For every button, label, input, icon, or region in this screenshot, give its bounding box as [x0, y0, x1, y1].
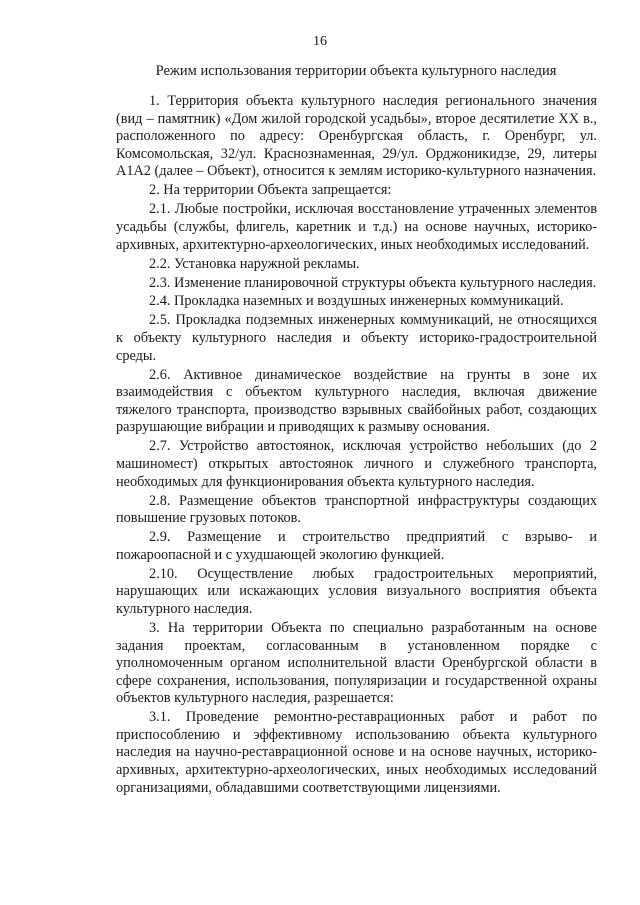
paragraph-3-1: 3.1. Проведение ремонтно-реставрационных работ и работ по приспособлению и эффективному использованию объекта культурного наследия на научно-реставрационной основе и на основе научных, историко-архивных, архитектурно-археологических, иных необходимых исследований организациями, обладавшими соответствующими лицензиями.: [116, 709, 597, 796]
paragraph-2-6: 2.6. Активное динамическое воздействие на грунты в зоне их взаимодействия с объектом культурного наследия, включая движение тяжелого транспорта, производство взрывных свайбойных работ, создающих разрушающие вибрации и приводящих к размыву основания.: [116, 366, 597, 436]
paragraph-2-2: 2.2. Установка наружной рекламы.: [149, 255, 360, 272]
paragraph-2-9: 2.9. Размещение и строительство предприятий с взрыво- и пожароопасной и с ухудшающей экологию функцией.: [116, 529, 597, 563]
page-number: 16: [313, 34, 327, 49]
paragraph-1: 1. Территория объекта культурного наследия регионального значения (вид – памятник) «Дом жилой городской усадьбы», второе десятилетие XX в., расположенного по адресу: Оренбургская область, г. Оренбург, ул. Комсомольская, 32/ул. Краснознаменная, 29/ул. Орджоникидзе, 29, литеры А1А2 (далее – Объект), относится к землям историко-культурного назначения.: [116, 93, 597, 180]
paragraph-2-8: 2.8. Размещение объектов транспортной инфраструктуры создающих повышение грузовых потоков.: [116, 492, 597, 527]
document-body: [116, 93, 597, 797]
paragraph-2-7: 2.7. Устройство автостоянок, исключая устройство небольших (до 2 машиномест) открытых автостоянок личного и служебного транспорта, необходимых для функционирования объекта культурного наследия.: [116, 438, 597, 490]
paragraph-2-1: 2.1. Любые постройки, исключая восстановление утраченных элементов усадьбы (службы, флигель, каретник и т.д.) на основе научных, историко-архивных, архитектурно-археологических, иных необходимых исследований.: [116, 201, 597, 253]
document-title: Режим использования территории объекта культурного наследия: [155, 63, 557, 79]
paragraph-2-5: 2.5. Прокладка подземных инженерных коммуникаций, не относящихся к объекту культурного наследия и объекту историко-градостроительной среды.: [116, 312, 597, 364]
paragraph-2-4: 2.4. Прокладка наземных и воздушных инженерных коммуникаций.: [149, 293, 564, 310]
paragraph-2-10: 2.10. Осуществление любых градостроительных мероприятий, нарушающих или искажающих условия визуального восприятия объекта культурного наследия.: [116, 565, 597, 617]
paragraph-2-3: 2.3. Изменение планировочной структуры объекта культурного наследия.: [149, 274, 597, 291]
paragraph-2: 2. На территории Объекта запрещается:: [149, 182, 392, 199]
paragraph-3: 3. На территории Объекта по специально разработанным на основе задания проектам, согласованным в установленном порядке с уполномоченным органом исполнительной власти Оренбургской области в сфере сохранения, использования, популяризации и государственной охраны объектов культурного наследия, разрешается:: [116, 619, 597, 707]
